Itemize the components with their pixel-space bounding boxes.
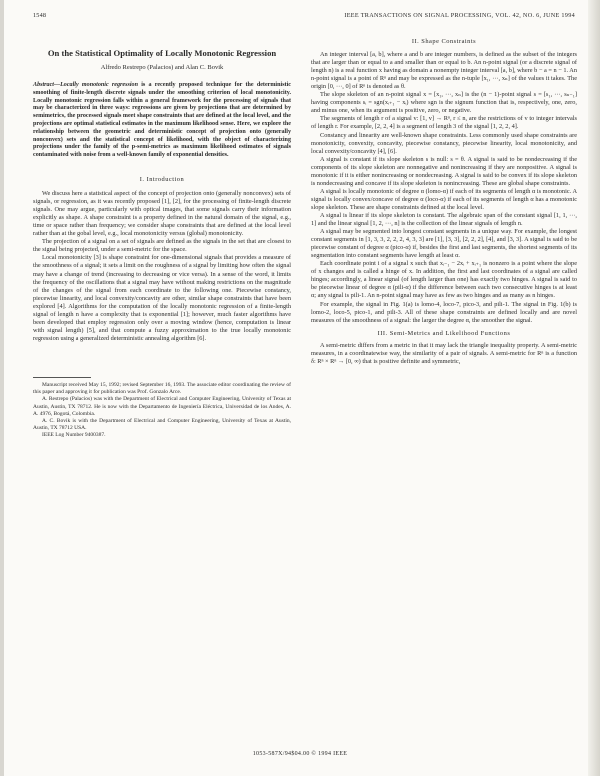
abstract-body: is a recently proposed technique for the deterministic smoothing of finite-length discrete signals under the smoothing criterion of local monotonicity. Locally monotonic regression falls within a general framework for the processing of signals that may be characterized in three ways: regressions are given by projections that are determined by semimetrics, the processed signals meet shape constraints that are defined at the local level, and the projections are optimal statistical estimates in the maximum likelihood sense. Here, we explore the relationship between the geometric and deterministic concept of projection onto (generally nonconvex) sets and the statistical concept of likelihood, with the object of characterizing projections under the family of the p-semi-metrics as maximum likelihood estimates of signals contaminated with noise from a well-known family of exponential densities.: [33, 82, 291, 159]
section-heading-introduction: I. Introduction: [139, 176, 185, 184]
shape-paragraph: For example, the signal in Fig. 1(a) is lomo-4, loco-7, pico-3, and pili-1. The signal in Fig. 1(b) is lomo-2, loco-5, pico-1, and pili-3. All of these shape constraints are defined locally and are novel measures of the smoothness of a signal: the larger the degree α, the smoother the signal.: [311, 300, 577, 324]
right-column: [311, 38, 577, 366]
intro-paragraph: Local monotonicity [3] is shape constraint for one-dimensional signals that provides a measure of the smoothness of a signal; it sets a limit on the roughness of a signal by limiting how often the signal may have a change of trend (increasing to decreasing or vice versa). In a sense of the word, it limits the frequency of the oscillations that a signal may have without making restrictions on the magnitude of the changes of the signal from each coordinate to the following one. Piecewise constancy, piecewise linearity, and local convexity/concavity are other, similar shape constraints that have been explored [4]. Algorithms for the computation of the locally monotonic regression of a finite-length signal of length n have a complexity that is exponential [1]; however, much faster algorithms have been developed that employ regression only over a moving window (hence, computation is linear with signal length) [5], and that compute a fuzzy approximation to the true locally monotonic regression using a generalized deterministic annealing algorithm [6].: [33, 254, 291, 342]
left-column: [33, 48, 291, 440]
footnote-affiliation-bovik: A. C. Bovik is with the Department of Electrical and Computer Engineering, University of Texas at Austin, Austin, TX 78712 USA.: [33, 417, 291, 432]
shape-paragraph: A signal is constant if its slope skeleton s is null: s = θ. A signal is said to be nondecreasing if the components of its slope skeleton are nonnegative and nonincreasing if they are nonpositive. A signal is monotonic if it is either nonincreasing or nondecreasing. A signal is said to be convex if its slope skeleton is nondecreasing and concave if its slope skeleton is nonincreasing. These are global shape constraints.: [311, 155, 577, 187]
running-header: IEEE TRANSACTIONS ON SIGNAL PROCESSING, VOL. 42, NO. 6, JUNE 1994: [344, 12, 575, 19]
shape-paragraph: Each coordinate point i of a signal x such that xᵢ₋₁ − 2xᵢ + xᵢ₊₁ is nonzero is a point where the slope of x changes and is called a hinge of x. In addition, the first and last coordinates of a signal are called hinges; accordingly, a linear signal (of length larger than one) has exactly two hinges. A signal is said to be piecewise linear of degree α (pili-α) if the difference between each two consecutive hinges is at least α; any signal is pili-1. An n-point signal may have as few as two hinges and as many as n hinges.: [311, 260, 577, 300]
shape-paragraph: An integer interval [a, b], where a and b are integer numbers, is defined as the subset of the integers that are larger than or equal to a and smaller than or equal to b. An n-point signal (or a discrete signal of length n) is a real function x having as domain a nonempty integer interval [a, b], where b − a = n − 1. An n-point signal is a point of Rⁿ and may be expressed as the n-tuple [x₁, ···, xₙ] of the values it takes. The origin [0, ···, 0] of Rⁿ is denoted as θ.: [311, 51, 577, 91]
page-number: 1548: [33, 12, 47, 19]
paper-authors: Alfredo Restrepo (Palacios) and Alan C. Bovik: [100, 64, 224, 71]
section-heading-shape-constraints: II. Shape Constraints: [411, 38, 477, 45]
shape-paragraph: The segments of length r of a signal v: [1, v] → Rⁿ, r ≤ n, are the restrictions of v to integer intervals of length r. For example, [2, 2, 4] is a segment of length 3 of the signal [1, 2, 2, 4].: [311, 115, 577, 131]
footnote-affiliation-restrepo: A. Restrepo (Palacios) was with the Department of Electrical and Computer Engineering, University of Texas at Austin, Austin, TX 78712. He is now with the Departamento de Ingeniería Eléctrica, Universidad de los Andes, A. A. 4976, Bogotá, Colombia.: [33, 396, 291, 417]
shape-paragraph: The slope skeleton of an n-point signal x = [x₁, ···, xₙ] is the (n − 1)-point signal s = [s₁, ···, sₙ₋₁] having components sᵢ = sgn(xᵢ₊₁ − xᵢ) where sgn is the signum function that is, respectively, one, zero, and minus one, when its argument is positive, zero, or negative.: [311, 91, 577, 115]
footnote-log-number: IEEE Log Number 9400387.: [42, 432, 106, 439]
semimetric-paragraph: A semi-metric differs from a metric in that it may lack the triangle inequality property. A semi-metric measures, in a coordinatewise way, the similarity of a pair of signals. A semi-metric for Rⁿ is a function δ: Rⁿ × Rⁿ → [0, ∞) that is positive definite and symmetric,: [311, 341, 577, 365]
paper-title: On the Statistical Optimality of Locally Monotonic Regression: [47, 48, 277, 58]
shape-paragraph: Constancy and linearity are well-known shape constraints. Less commonly used shape constraints are monotonicity, convexity, concavity, piecewise constancy, piecewise linearity, local monotonicity, and local convexity/concavity [4], [6].: [311, 131, 577, 155]
page-edge-shadow-right: [588, 0, 600, 776]
shape-paragraph: A signal is locally monotonic of degree α (lomo-α) if each of its segments of length α is monotonic. A signal is locally convex/concave of degree α (loco-α) if each of its segments of length α has a monotonic slope skeleton. These are shape constraints defined at the local level.: [311, 187, 577, 211]
copyright-footer: 1053-587X/94$04.00 © 1994 IEEE: [252, 751, 348, 757]
shape-paragraph: A signal is linear if its slope skeleton is constant. The algebraic span of the constant signal [1, 1, ···, 1] and the linear signal [1, 2, ···, n] is the collection of the linear signals of length n.: [311, 211, 577, 228]
abstract: [33, 82, 291, 160]
intro-paragraph: The projection of a signal on a set of signals are defined as the signals in the set that are closest to the signal being projected, under a semi-metric for the space.: [33, 238, 291, 254]
shape-paragraph: A signal may be segmented into longest constant segments in a unique way. For example, the longest constant segments in [1, 3, 3, 2, 2, 2, 4, 3, 3] are [1], [3, 3], [2, 2, 2], [4], and [3, 3]. A signal is said to be piecewise constant of degree α (pico-α) if, besides the first and last segments, the shortest segments of its segmentation into constant segments have length at least α.: [311, 228, 577, 260]
section-heading-semimetrics: III. Semi-Metrics and Likelihood Functions: [377, 329, 511, 337]
intro-paragraph: We discuss here a statistical aspect of the concept of projection onto (generally nonconvex) sets of signals, or regression, as it was recently proposed [1], [2], for the processing of finite-length discrete signals. One may argue, particularly with optical images, that some signals carry their information explicitly as shape. A shape constraint is a property defined in the natural domain of the signal, e.g., time or space rather than frequency; we consider shape constraints that are defined at the local level rather than at the gobal level, e.g., local monotonicity versus (global) monotonicity.: [33, 190, 291, 238]
footnote-divider: [33, 377, 91, 378]
page-edge-shadow: [0, 0, 4, 776]
abstract-lead: Abstract—Locally monotonic regression: [33, 82, 138, 89]
footnote-manuscript: Manuscript received May 15, 1992; revised September 16, 1993. The associate editor coordinating the review of this paper and approving it for publication was Prof. Gonzalo Arce.: [33, 381, 291, 396]
